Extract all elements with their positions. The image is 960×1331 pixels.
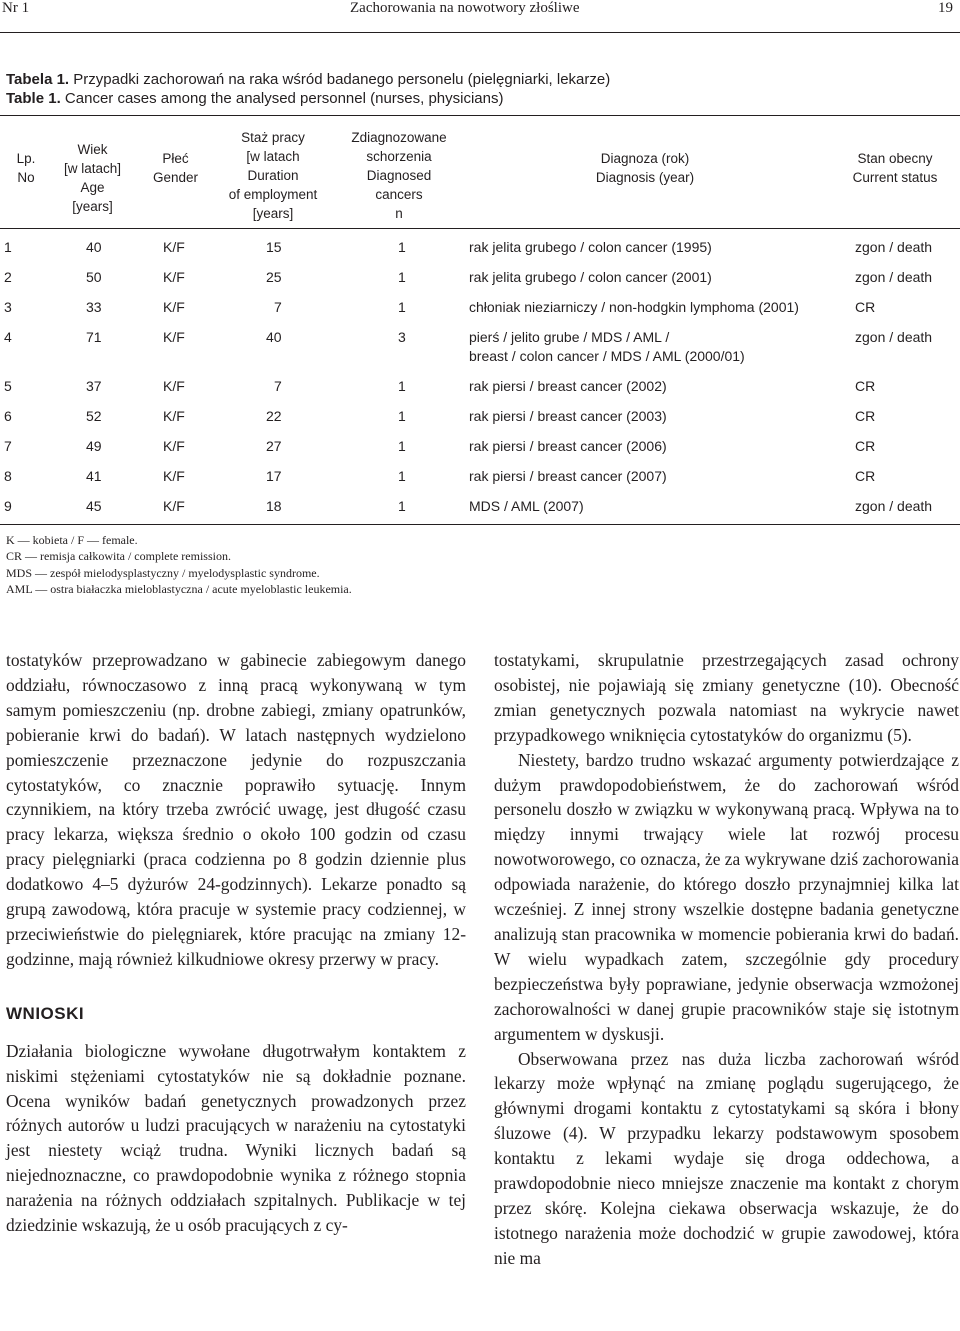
cell-age: 50 [86, 269, 102, 285]
cell-duration: 7 [274, 299, 282, 315]
body-paragraph: tostatykami, skrupulatnie przestrzegających zasad ochrony osobistej, nie pojawiają się zmiany genetyczne (10). Obecność zmian genetycznych pozwala natomiast na wykrycie nawet przypadkowego wniknięcia cytostatyków do organizmu (5). [494, 650, 959, 745]
cell-diagnosis: rak piersi / breast cancer (2007) [469, 468, 667, 484]
cell-diagnosis: MDS / AML (2007) [469, 498, 584, 514]
cell-age: 41 [86, 468, 102, 484]
body-paragraph: tostatyków przeprowadzano w gabinecie zabiegowym danego oddziału, równoczasowo z inną pracą wykonywaną w tym samym pomieszczeniu (np. drobne zabiegi, zmiany opatrunków, pobieranie krwi do badań). W latach następnych wydzielono pomieszczenie przeznaczone jedynie do rozpuszczania cytostatyków, co znacznie poprawiło sytuację. Innym czynnikiem, na który trzeba zwrócić uwagę, jest długość czasu pracy lekarza, większa średnio o około 100 godzin od czasu pracy pielęgniarki (praca codzienna po 8 godzin dziennie plus dodatkowo 4–5 dyżurów 24-godzinnych). Lekarze ponadto są grupą zawodową, która pracuje w systemie pracy codziennej, w przeciwieństwie do pielęgniarek, które pracując na zmiany 12-godzinne, mają również kilkudniowe okresy przerwy w pracy. [6, 650, 466, 969]
note-line: AML — ostra białaczka mieloblastyczna / acute myeloblastic leukemia. [6, 582, 352, 597]
cell-duration: 17 [266, 468, 282, 484]
table-caption [6, 70, 610, 108]
body-paragraph: Obserwowana przez nas duża liczba zachorowań wśród lekarzy może wpłynąć na zmianę poglądu sugerującego, że głównymi drogami kontaktu z cytostatykami są skóra i błony śluzowe (4). W przypadku lekarzy podstawowym sposobem kontaktu z lekami wydaje się droga oddechowa, a prawdopodobnie nieco mniejsze znaczenie ma kontakt z chorym przez skórę. Kolejna ciekawa obserwacja wskazuje, że do istotnego narażenia może dochodzić w grupie zawodowej, która nie ma [494, 1048, 959, 1268]
note-line: K — kobieta / F — female. [6, 533, 138, 547]
cell-no: 8 [4, 468, 12, 484]
cell-duration: 27 [266, 438, 282, 454]
cell-age: 37 [86, 378, 102, 394]
cell-status: zgon / death [855, 498, 933, 514]
header-rule [0, 32, 960, 33]
cell-age: 33 [86, 299, 102, 315]
caption-en-text: Cancer cases among the analysed personnel (nurses, physicians) [64, 90, 504, 107]
cell-gender: K/F [163, 468, 185, 484]
cell-no: 4 [4, 329, 12, 345]
header-status: Stan obecny Current status [852, 151, 938, 185]
cell-n: 1 [398, 299, 406, 315]
cell-n: 1 [398, 269, 406, 285]
cell-status: zgon / death [855, 329, 933, 345]
cell-gender: K/F [163, 299, 185, 315]
caption-english [6, 89, 610, 108]
running-title: Zachorowania na nowotwory złośliwe [350, 0, 580, 16]
cell-status: zgon / death [855, 269, 933, 285]
journal-issue: Nr 1 [2, 0, 30, 16]
cell-n: 1 [398, 378, 406, 394]
caption-pl-text: Przypadki zachorowań na raka wśród badanego personelu (pielęgniarki, lekarze) [73, 71, 611, 88]
cell-age: 52 [86, 408, 102, 424]
cell-n: 1 [398, 498, 406, 514]
cell-no: 9 [4, 498, 12, 514]
cell-no: 1 [4, 239, 12, 255]
cell-gender: K/F [163, 269, 185, 285]
cell-n: 1 [398, 239, 406, 255]
cell-diagnosis: chłoniak nieziarniczy / non-hodgkin lymphoma (2001) [469, 299, 799, 315]
cell-status: CR [855, 378, 876, 394]
cell-status: CR [855, 299, 876, 315]
header-duration: Staż pracy [w latach Duration of employment [years] [228, 130, 318, 221]
running-header [0, 0, 960, 22]
caption-polish [6, 70, 610, 89]
cell-n: 1 [398, 468, 406, 484]
cell-gender: K/F [163, 378, 185, 394]
cell-no: 5 [4, 378, 12, 394]
table-top-rule [0, 115, 960, 116]
cell-no: 2 [4, 269, 12, 285]
body-paragraph: Niestety, bardzo trudno wskazać argumenty potwierdzające z dużym prawdopodobieństwem, że do zachorowań wśród personelu doszło w związku w wykonywaną pracą. Wpływa na to między innymi trwający wiele lat rozwój procesu nowotworowego, co oznacza, że za wykrywane dziś zachorowania odpowiada narażenie, do którego doszło przynajmniej kilka lat wcześniej. Z innej strony wszelkie dostępne badania genetyczne analizują stan pracownika w momencie pobierania krwi do badań. W wielu wypadkach zatem, szczególnie gdy procedury bezpieczeństwa były poprawiane, jedynie obserwacja wzmożonej zachorowalności w danej grupie pracowników staje się istotnym argumentem w dyskusji. [494, 749, 959, 1044]
cell-status: CR [855, 408, 876, 424]
cell-status: zgon / death [855, 239, 933, 255]
cell-duration: 7 [274, 378, 282, 394]
cell-n: 3 [398, 329, 406, 345]
section-heading: WNIOSKI [6, 1003, 85, 1023]
cell-status: CR [855, 468, 876, 484]
cell-age: 71 [86, 329, 102, 345]
cell-no: 7 [4, 438, 12, 454]
cell-diagnosis: rak piersi / breast cancer (2002) [469, 378, 667, 394]
cell-gender: K/F [163, 498, 185, 514]
cell-n: 1 [398, 438, 406, 454]
cell-diagnosis: rak jelita grubego / colon cancer (1995) [469, 239, 712, 255]
cell-duration: 15 [266, 239, 282, 255]
right-text-column [494, 648, 959, 1271]
table-bottom-rule [0, 524, 960, 525]
cell-gender: K/F [163, 408, 185, 424]
cell-gender: K/F [163, 438, 185, 454]
note-line: CR — remisja całkowita / complete remission. [6, 549, 231, 564]
cell-diagnosis: rak jelita grubego / colon cancer (2001) [469, 269, 712, 285]
caption-pl-label: Tabela 1. [6, 71, 70, 88]
header-age: Wiek [w latach] Age [years] [63, 142, 122, 214]
cell-age: 40 [86, 239, 102, 255]
header-gender: Płeć Gender [152, 151, 199, 185]
table-notes [6, 532, 352, 598]
cell-gender: K/F [163, 329, 185, 345]
cell-duration: 40 [266, 329, 282, 345]
cell-age: 49 [86, 438, 102, 454]
cell-status: CR [855, 438, 876, 454]
cell-diagnosis: rak piersi / breast cancer (2006) [469, 438, 667, 454]
cell-diagnosis: pierś / jelito grube / MDS / AML / breast / colon cancer / MDS / AML (2000/01) [469, 329, 745, 364]
header-lp: Lp. No [16, 151, 36, 185]
left-text-column [6, 648, 466, 1238]
cell-gender: K/F [163, 239, 185, 255]
cell-duration: 22 [266, 408, 282, 424]
cell-age: 45 [86, 498, 102, 514]
body-paragraph: Działania biologiczne wywołane długotrwałym kontaktem z niskimi stężeniami cytostatyków nie są dokładnie poznane. Ocena wyników badań genetycznych prowadzonych przez różnych autorów u ludzi pracujących w narażeniu na cytostatyki jest niestety wciąż trudna. Wyniki licznych badań są niejednoznaczne, co prawdopodobnie wynika z różnego stopnia narażenia na różnych oddziałach szpitalnych. Publikacje w tej dziedzinie wskazują, że u osób pracujących z cy- [6, 1040, 466, 1236]
note-line: MDS — zespół mielodysplastyczny / myelodysplastic syndrome. [6, 565, 320, 580]
cell-no: 3 [4, 299, 12, 315]
header-diagnosed: Zdiagnozowane schorzenia Diagnosed cancers n [351, 130, 447, 221]
caption-en-label: Table 1. [6, 90, 61, 107]
cell-duration: 18 [266, 498, 282, 514]
cell-n: 1 [398, 408, 406, 424]
cell-diagnosis: rak piersi / breast cancer (2003) [469, 408, 667, 424]
header-diagnosis: Diagnoza (rok) Diagnosis (year) [595, 151, 695, 185]
cell-no: 6 [4, 408, 12, 424]
table-header-rule [0, 228, 960, 229]
cell-duration: 25 [266, 269, 282, 285]
page-number: 19 [938, 0, 953, 16]
